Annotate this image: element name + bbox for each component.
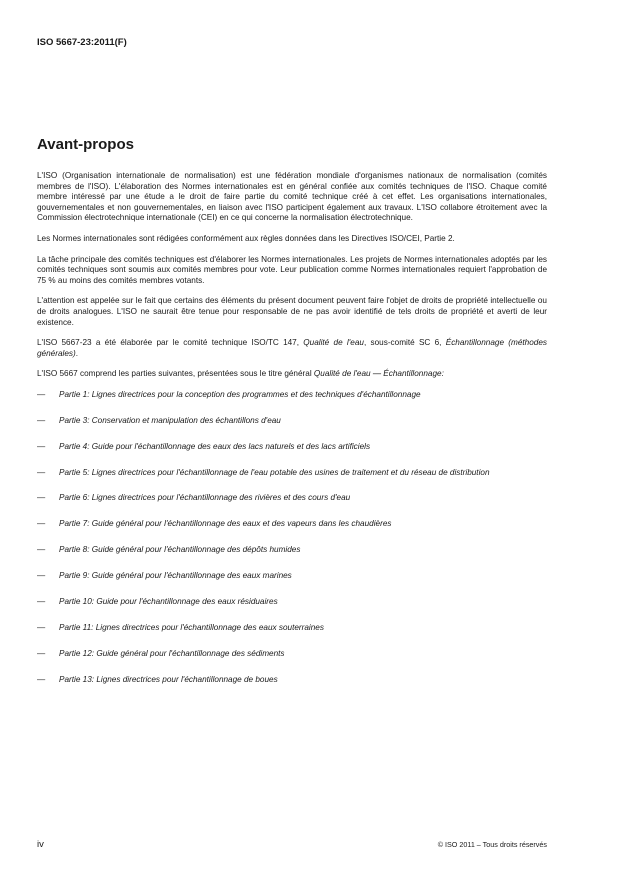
list-item <box>37 675 547 686</box>
dash-marker: — <box>37 571 46 581</box>
list-item <box>37 416 547 427</box>
paragraph-iso-intro: L'ISO (Organisation internationale de normalisation) est une fédération mondiale d'organismes nationaux de normalisation (comités membres de l'ISO). L'élaboration des Normes internationales est en général confiée aux comités techniques de l'ISO. Chaque comité membre intéressé par une étude a le droit de faire partie du comité technique créé à cet effet. Les organisations internationales, gouvernementales et non gouvernementales, en liaison avec l'ISO participent également aux travaux. L'ISO collabore étroitement avec la Commission électrotechnique internationale (CEI) en ce qui concerne la normalisation électrotechnique. <box>37 171 547 223</box>
part-label: Partie 4: Guide pour l'échantillonnage des eaux des lacs naturels et des lacs artificiels <box>59 441 371 451</box>
parts-list <box>37 390 547 685</box>
paragraph-preparation <box>37 338 547 359</box>
preparation-text-a: L'ISO 5667-23 a été élaborée par le comité technique ISO/TC 147, <box>37 338 304 348</box>
preparation-text-e: . <box>75 348 78 358</box>
part-label: Partie 1: Lignes directrices pour la conception des programmes et des techniques d'échantillonnage <box>59 389 421 399</box>
paragraph-directives: Les Normes internationales sont rédigées conformément aux règles données dans les Directives ISO/CEI, Partie 2. <box>37 233 455 243</box>
dash-marker: — <box>37 597 46 607</box>
dash-marker: — <box>37 545 46 555</box>
dash-marker: — <box>37 467 46 477</box>
section-title: Avant-propos <box>37 136 134 153</box>
list-item <box>37 442 547 453</box>
part-label: Partie 12: Guide général pour l'échantillonnage des sédiments <box>59 648 285 658</box>
preparation-text-d: Échantillonnage (méthodes générales) <box>37 338 547 358</box>
dash-marker: — <box>37 493 46 503</box>
list-item <box>37 545 547 556</box>
parts-intro-text-a: L'ISO 5667 comprend les parties suivantes, présentées sous le titre général <box>37 369 314 379</box>
copyright-notice: © ISO 2011 – Tous droits réservés <box>437 840 547 849</box>
paragraph-parts-intro <box>37 369 547 380</box>
list-item <box>37 390 547 401</box>
part-label: Partie 11: Lignes directrices pour l'échantillonnage des eaux souterraines <box>59 622 324 632</box>
part-label: Partie 13: Lignes directrices pour l'échantillonnage de boues <box>59 674 278 684</box>
document-id: ISO 5667-23:2011(F) <box>37 37 127 48</box>
page-number: iv <box>37 839 44 850</box>
paragraph-patent-rights: L'attention est appelée sur le fait que certains des éléments du présent document peuvent faire l'objet de droits de propriété intellectuelle ou de droits analogues. L'ISO ne saurait être tenue pour responsable de ne pas avoir identifié de tels droits de propriété et averti de leur existence. <box>37 296 547 327</box>
dash-marker: — <box>37 415 46 425</box>
part-label: Partie 8: Guide général pour l'échantillonnage des dépôts humides <box>59 545 301 555</box>
list-item <box>37 623 547 634</box>
dash-marker: — <box>37 674 46 684</box>
list-item <box>37 649 547 660</box>
dash-marker: — <box>37 389 46 399</box>
preparation-text-c: , sous-comité SC 6, <box>363 338 446 348</box>
parts-intro-text-b: Qualité de l'eau — Échantillonnage: <box>313 369 444 379</box>
dash-marker: — <box>37 648 46 658</box>
list-item <box>37 597 547 608</box>
part-label: Partie 10: Guide pour l'échantillonnage des eaux résiduaires <box>59 597 278 607</box>
list-item <box>37 493 547 504</box>
part-label: Partie 6: Lignes directrices pour l'échantillonnage des rivières et des cours d'eau <box>59 493 351 503</box>
preparation-text-b: Qualité de l'eau <box>303 338 364 348</box>
dash-marker: — <box>37 519 46 529</box>
dash-marker: — <box>37 622 46 632</box>
paragraph-technical-committees: La tâche principale des comités techniques est d'élaborer les Normes internationales. Les projets de Normes internationales adoptés par les comités techniques sont soumis aux comités membres pour vote. Leur publication comme Normes internationales requiert l'approbation de 75 % au moins des comités membres votants. <box>37 254 547 285</box>
foreword-body <box>37 171 547 701</box>
part-label: Partie 5: Lignes directrices pour l'échantillonnage de l'eau potable des usines de traitement et du réseau de distribution <box>59 467 490 477</box>
part-label: Partie 9: Guide général pour l'échantillonnage des eaux marines <box>59 571 292 581</box>
list-item <box>37 571 547 582</box>
list-item <box>37 468 547 479</box>
dash-marker: — <box>37 441 46 451</box>
part-label: Partie 3: Conservation et manipulation des échantillons d'eau <box>59 415 281 425</box>
part-label: Partie 7: Guide général pour l'échantillonnage des eaux et des vapeurs dans les chaudières <box>59 519 392 529</box>
list-item <box>37 519 547 530</box>
